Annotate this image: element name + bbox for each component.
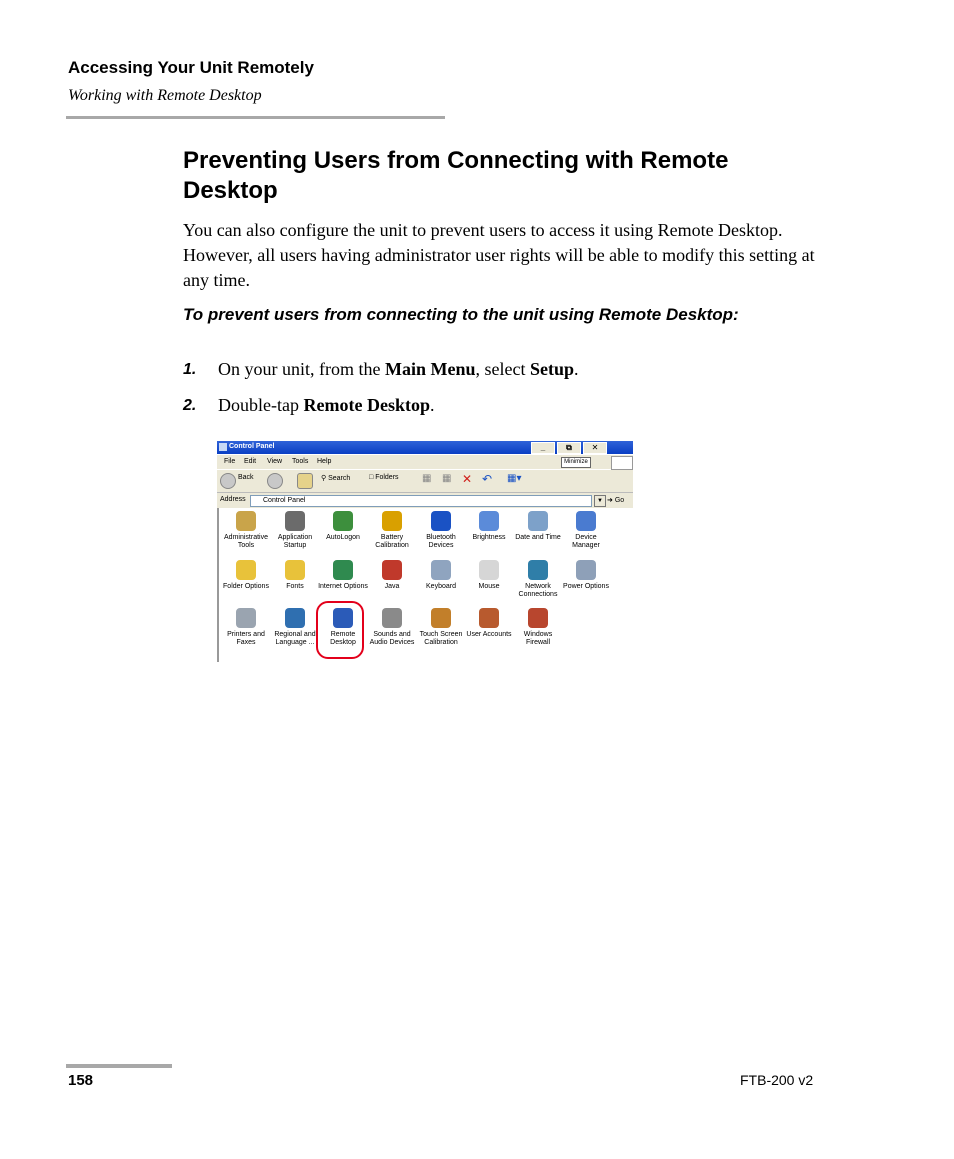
back-button[interactable]: Back: [238, 474, 254, 481]
control-panel-item-icon: [333, 511, 353, 531]
up-folder-icon[interactable]: [297, 473, 313, 489]
control-panel-item[interactable]: [561, 560, 611, 591]
undo-icon[interactable]: ↶: [482, 472, 493, 486]
control-panel-item-label: Remote Desktop: [330, 631, 356, 646]
control-panel-item-label: Printers and Faxes: [227, 631, 265, 646]
menu-edit[interactable]: Edit: [244, 458, 257, 465]
control-panel-item-label: Bluetooth Devices: [426, 534, 456, 549]
step-text: Double-tap Remote Desktop.: [218, 395, 435, 415]
intro-paragraph: You can also configure the unit to prevent users to access it using Remote Desktop. However, all users having administrator user rights will be able to modify this setting at any time.: [183, 220, 815, 290]
control-panel-item[interactable]: [464, 560, 514, 591]
control-panel-item-icon: [382, 511, 402, 531]
address-dropdown-icon[interactable]: ▼: [594, 495, 606, 507]
control-panel-item[interactable]: [270, 560, 320, 591]
search-button[interactable]: ⚲ Search: [321, 475, 351, 482]
footer-rule: [66, 1064, 172, 1068]
control-panel-item-icon: [431, 560, 451, 580]
control-panel-item[interactable]: [318, 511, 368, 542]
control-panel-item-label: Brightness: [472, 534, 506, 541]
document-id: FTB-200 v2: [740, 1072, 814, 1088]
control-panel-item[interactable]: [270, 511, 320, 550]
control-panel-item[interactable]: [416, 511, 466, 550]
maximize-window-button[interactable]: ⧉: [557, 442, 581, 454]
control-panel-item-icon: [236, 511, 256, 531]
control-panel-item-label: Network Connections: [518, 583, 558, 598]
step-number: 1.: [183, 361, 197, 378]
control-panel-item[interactable]: [367, 608, 417, 647]
control-panel-item-icon: [236, 560, 256, 580]
toolbar: [217, 470, 633, 493]
menu-tools[interactable]: Tools: [292, 458, 309, 465]
control-panel-items: [219, 509, 631, 662]
step-text: On your unit, from the Main Menu, select Setup.: [218, 359, 579, 379]
control-panel-item-icon: [479, 560, 499, 580]
folders-button[interactable]: □ Folders: [369, 474, 399, 481]
control-panel-item[interactable]: [464, 608, 514, 639]
header-rule: [66, 116, 445, 119]
page-heading: Preventing Users from Connecting with Remote Desktop: [183, 147, 729, 204]
control-panel-item-label: Power Options: [563, 583, 609, 590]
control-panel-item-icon: [479, 511, 499, 531]
control-panel-item-icon: [333, 560, 353, 580]
control-panel-item-label: Keyboard: [426, 583, 456, 590]
window-title: Control Panel: [229, 443, 275, 450]
menu-view[interactable]: View: [267, 458, 283, 465]
control-panel-item-label: Date and Time: [515, 534, 561, 541]
menu-file[interactable]: File: [224, 458, 236, 465]
step-number: 2.: [183, 397, 197, 414]
close-window-button[interactable]: ✕: [583, 442, 607, 454]
delete-icon[interactable]: ✕: [462, 472, 473, 486]
control-panel-item-label: Java: [384, 583, 400, 590]
control-panel-item-label: Regional and Language ...: [274, 631, 316, 646]
window-titlebar: [217, 441, 633, 454]
go-button[interactable]: ➜ Go: [607, 497, 625, 504]
control-panel-item-label: Internet Options: [318, 583, 368, 590]
control-panel-item[interactable]: [513, 511, 563, 542]
control-panel-item-label: Device Manager: [572, 534, 600, 549]
control-panel-item-label: Sounds and Audio Devices: [369, 631, 415, 646]
control-panel-item[interactable]: [221, 511, 271, 550]
menu-bar: [217, 455, 633, 469]
control-panel-item-label: Windows Firewall: [523, 631, 553, 646]
control-panel-item-label: Application Startup: [277, 534, 313, 549]
control-panel-item[interactable]: [561, 511, 611, 550]
procedure-title: To prevent users from connecting to the unit using Remote Desktop:: [183, 305, 739, 324]
windows-logo-icon: [611, 456, 633, 470]
page-number: 158: [68, 1072, 94, 1089]
control-panel-item[interactable]: [513, 560, 563, 599]
control-panel-item[interactable]: [513, 608, 563, 647]
address-label: Address: [220, 496, 246, 503]
control-panel-item-icon: [528, 608, 548, 628]
control-panel-item-icon: [528, 560, 548, 580]
views-icon[interactable]: ▦▾: [507, 473, 522, 484]
control-panel-item[interactable]: [464, 511, 514, 542]
control-panel-item-icon: [528, 511, 548, 531]
control-panel-item-icon: [431, 608, 451, 628]
control-panel-item[interactable]: [318, 560, 368, 591]
control-panel-item-icon: [285, 511, 305, 531]
control-panel-item-icon: [479, 608, 499, 628]
control-panel-item-label: Touch Screen Calibration: [419, 631, 463, 646]
control-panel-item-label: AutoLogon: [326, 534, 360, 541]
control-panel-item-label: User Accounts: [466, 631, 512, 638]
control-panel-item-label: Mouse: [478, 583, 500, 590]
address-input[interactable]: Control Panel: [250, 495, 592, 507]
control-panel-item[interactable]: [367, 511, 417, 550]
control-panel-item[interactable]: [367, 560, 417, 591]
control-panel-item[interactable]: [416, 560, 466, 591]
remote-desktop-highlight: [316, 601, 364, 659]
control-panel-item-icon: [431, 511, 451, 531]
control-panel-item[interactable]: [416, 608, 466, 647]
control-panel-item-icon: [576, 560, 596, 580]
chapter-title: Accessing Your Unit Remotely: [68, 58, 314, 77]
forward-arrow-icon[interactable]: [267, 473, 283, 489]
control-panel-item-icon: [285, 560, 305, 580]
control-panel-item-icon: [382, 608, 402, 628]
control-panel-item-icon: [382, 560, 402, 580]
control-panel-item-label: Folder Options: [223, 583, 269, 590]
minimize-window-button[interactable]: _: [531, 442, 555, 454]
control-panel-item-label: Battery Calibration: [375, 534, 409, 549]
menu-help[interactable]: Help: [317, 458, 332, 465]
control-panel-item-label: Fonts: [286, 583, 304, 590]
copy-to-icon[interactable]: ▦: [442, 473, 452, 484]
control-panel-icon: [219, 443, 227, 451]
control-panel-item-icon: [285, 608, 305, 628]
control-panel-item[interactable]: [221, 608, 271, 647]
control-panel-item-icon: [236, 608, 256, 628]
move-to-icon[interactable]: ▦: [422, 473, 432, 484]
control-panel-item[interactable]: [270, 608, 320, 647]
control-panel-item-label: Administrative Tools: [224, 534, 268, 549]
address-bar: [217, 493, 633, 508]
section-subtitle: Working with Remote Desktop: [68, 87, 262, 104]
control-panel-screenshot: [217, 441, 633, 662]
control-panel-item[interactable]: [221, 560, 271, 591]
control-panel-item-icon: [576, 511, 596, 531]
back-arrow-icon[interactable]: [220, 473, 236, 489]
minimize-button[interactable]: Minimize: [561, 457, 591, 468]
